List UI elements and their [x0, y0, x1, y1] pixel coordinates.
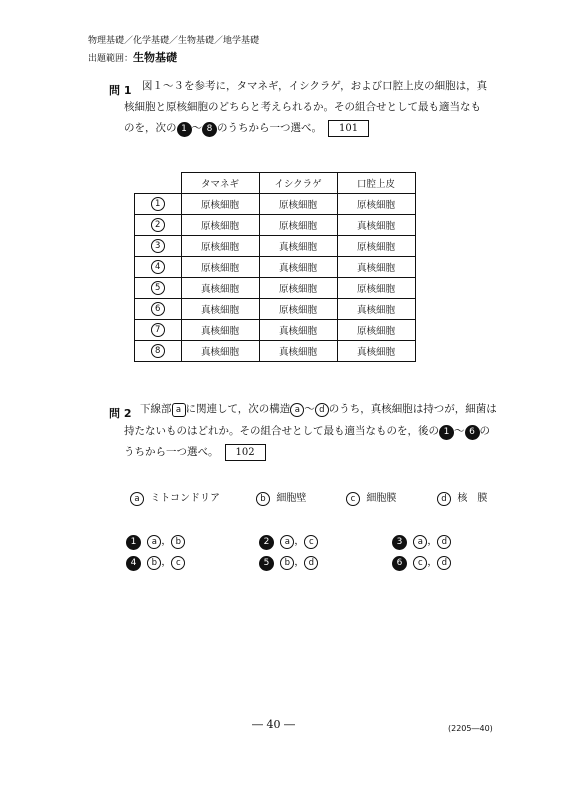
- structure-mark-icon: d: [437, 556, 451, 570]
- choice-number-icon: 6: [392, 556, 407, 571]
- table-cell: 原核細胞: [181, 215, 259, 236]
- table-row: [135, 299, 416, 320]
- table-cell: 原核細胞: [181, 257, 259, 278]
- q2-line-1-mid: に関連して，次の構造: [185, 403, 291, 415]
- question-2: [109, 402, 131, 421]
- separator: ，: [427, 557, 438, 568]
- q1-line-3-end: のうちから一つ選べ。: [217, 122, 322, 134]
- separator: ，: [161, 536, 172, 547]
- q2-line-1-end: のうち，真核細胞は持つが，細菌は: [328, 403, 497, 415]
- table-cell: 原核細胞: [337, 278, 415, 299]
- structure-mark-icon: c: [304, 535, 318, 549]
- row-number: [135, 299, 182, 320]
- table-cell: 原核細胞: [259, 215, 337, 236]
- table-cell: 真核細胞: [181, 278, 259, 299]
- choice-number-icon: 3: [151, 239, 165, 253]
- structure-mark-icon: b: [171, 535, 185, 549]
- table-cell: 真核細胞: [181, 341, 259, 362]
- q2-line-2-end: の: [479, 425, 490, 437]
- structure-mark-icon: a: [130, 492, 144, 506]
- header-ishikurage: イシクラゲ: [259, 173, 337, 194]
- table-cell: 真核細胞: [181, 320, 259, 341]
- choice-number-icon: 6: [151, 302, 165, 316]
- header-blank: [135, 173, 182, 194]
- choice-3[interactable]: [392, 532, 451, 550]
- table-cell: 真核細胞: [181, 299, 259, 320]
- struct-tilde: ～: [304, 403, 315, 415]
- header-koukuu: 口腔上皮: [337, 173, 415, 194]
- table-row: [135, 257, 416, 278]
- table-cell: 真核細胞: [259, 257, 337, 278]
- table-cell: 真核細胞: [259, 236, 337, 257]
- q1-line-3-start: のを，次の: [124, 122, 177, 134]
- choice-range-start-icon: 1: [439, 425, 454, 440]
- question-1-text: [142, 76, 537, 97]
- q2-line-1-start: 下線部: [140, 403, 172, 415]
- choice-number-icon: 7: [151, 323, 165, 337]
- table-cell: 原核細胞: [337, 320, 415, 341]
- exam-code: (2205―40): [448, 724, 493, 733]
- table-cell: 原核細胞: [181, 236, 259, 257]
- table-cell: 真核細胞: [337, 341, 415, 362]
- choice-2[interactable]: [259, 532, 318, 550]
- structure-name: 細胞壁: [276, 493, 307, 504]
- q1-line-2: 核細胞と原核細胞のどちらと考えられるか。その組合せとして最も適当なも: [124, 101, 481, 113]
- subjects-header: 物理基礎／化学基礎／生物基礎／地学基礎: [88, 36, 260, 46]
- table-cell: 原核細胞: [181, 194, 259, 215]
- table-header-row: [135, 173, 416, 194]
- q2-line-2: [124, 421, 544, 442]
- table-cell: 原核細胞: [259, 194, 337, 215]
- table-row: [135, 194, 416, 215]
- answer-box-101[interactable]: 101: [328, 120, 369, 137]
- choice-number-icon: 4: [151, 260, 165, 274]
- choice-number-icon: 2: [151, 218, 165, 232]
- table-cell: 真核細胞: [337, 257, 415, 278]
- table-row: [135, 320, 416, 341]
- row-number: [135, 236, 182, 257]
- structure-a: [130, 489, 220, 506]
- range-tilde: ～: [454, 425, 465, 437]
- question-2-text-cont: [124, 421, 544, 463]
- q1-line-3: [124, 118, 539, 139]
- header-tamanegi: タマネギ: [181, 173, 259, 194]
- choice-number-icon: 4: [126, 556, 141, 571]
- question-1-label: 問 1: [109, 84, 132, 97]
- row-number: [135, 320, 182, 341]
- structure-mark-icon: d: [304, 556, 318, 570]
- structure-mark-icon: b: [256, 492, 270, 506]
- structure-mark-icon: c: [346, 492, 360, 506]
- structure-mark-icon: a: [280, 535, 294, 549]
- underline-mark-a-icon: a: [172, 403, 186, 417]
- table-row: [135, 278, 416, 299]
- separator: ，: [294, 536, 305, 547]
- choice-number-icon: 2: [259, 535, 274, 550]
- row-number: [135, 257, 182, 278]
- answer-table: [134, 172, 416, 362]
- question-1-text-cont: [124, 97, 539, 139]
- structure-mark-icon: c: [171, 556, 185, 570]
- structure-mark-icon: a: [147, 535, 161, 549]
- range-tilde: ～: [191, 122, 202, 134]
- q2-line-1: [140, 399, 540, 420]
- structure-b: [256, 489, 306, 506]
- choice-number-icon: 5: [259, 556, 274, 571]
- structure-mark-icon: c: [413, 556, 427, 570]
- row-number: [135, 341, 182, 362]
- answer-box-102[interactable]: 102: [225, 444, 266, 461]
- structure-mark-icon: d: [437, 535, 451, 549]
- row-number: [135, 215, 182, 236]
- choice-number-icon: 5: [151, 281, 165, 295]
- structure-c: [346, 489, 396, 506]
- choice-range-end-icon: 6: [465, 425, 480, 440]
- structure-mark-icon: b: [280, 556, 294, 570]
- choice-range-end-icon: 8: [202, 122, 217, 137]
- question-2-label: 問 2: [109, 407, 132, 420]
- scope-subject: 生物基礎: [133, 51, 178, 64]
- structure-mark-icon: b: [147, 556, 161, 570]
- choice-number-icon: 8: [151, 344, 165, 358]
- structure-d: [437, 489, 487, 506]
- row-number: [135, 194, 182, 215]
- row-number: [135, 278, 182, 299]
- structure-name: ミトコンドリア: [150, 493, 220, 504]
- structure-mark-icon: a: [413, 535, 427, 549]
- choice-6[interactable]: [392, 553, 451, 571]
- struct-range-d-icon: d: [315, 403, 329, 417]
- table-row: [135, 215, 416, 236]
- scope-label: 出題範囲：: [88, 54, 134, 64]
- separator: ，: [294, 557, 305, 568]
- q2-line-2-start: 持たないものはどれか。その組合せとして最も適当なものを，後の: [124, 425, 439, 437]
- structure-name: 核 膜: [457, 493, 488, 504]
- table-cell: 真核細胞: [259, 341, 337, 362]
- table-cell: 原核細胞: [337, 236, 415, 257]
- table-cell: 真核細胞: [337, 299, 415, 320]
- choice-number-icon: 3: [392, 535, 407, 550]
- q1-line-1: 図１～３を参考に，タマネギ，イシクラゲ，および口腔上皮の細胞は，真: [142, 80, 488, 92]
- table-row: [135, 341, 416, 362]
- structure-mark-icon: d: [437, 492, 451, 506]
- structure-name: 細胞膜: [366, 493, 397, 504]
- table-cell: 真核細胞: [337, 215, 415, 236]
- table-cell: 原核細胞: [337, 194, 415, 215]
- choice-number-icon: 1: [151, 197, 165, 211]
- separator: ，: [427, 536, 438, 547]
- table-cell: 原核細胞: [259, 278, 337, 299]
- struct-range-a-icon: a: [290, 403, 304, 417]
- q2-line-3-text: うちから一つ選べ。: [124, 446, 219, 458]
- exam-scope: [88, 49, 177, 65]
- choice-number-icon: 1: [126, 535, 141, 550]
- table-cell: 原核細胞: [259, 299, 337, 320]
- separator: ，: [161, 557, 172, 568]
- table-row: [135, 236, 416, 257]
- table-cell: 真核細胞: [259, 320, 337, 341]
- page-number: ― 40 ―: [252, 718, 295, 731]
- question-2-text: [140, 399, 540, 420]
- choice-5[interactable]: [259, 553, 318, 571]
- question-1: [109, 79, 131, 98]
- choice-range-start-icon: 1: [177, 122, 192, 137]
- choice-1[interactable]: [126, 532, 185, 550]
- q2-line-3: [124, 442, 544, 463]
- choice-4[interactable]: [126, 553, 185, 571]
